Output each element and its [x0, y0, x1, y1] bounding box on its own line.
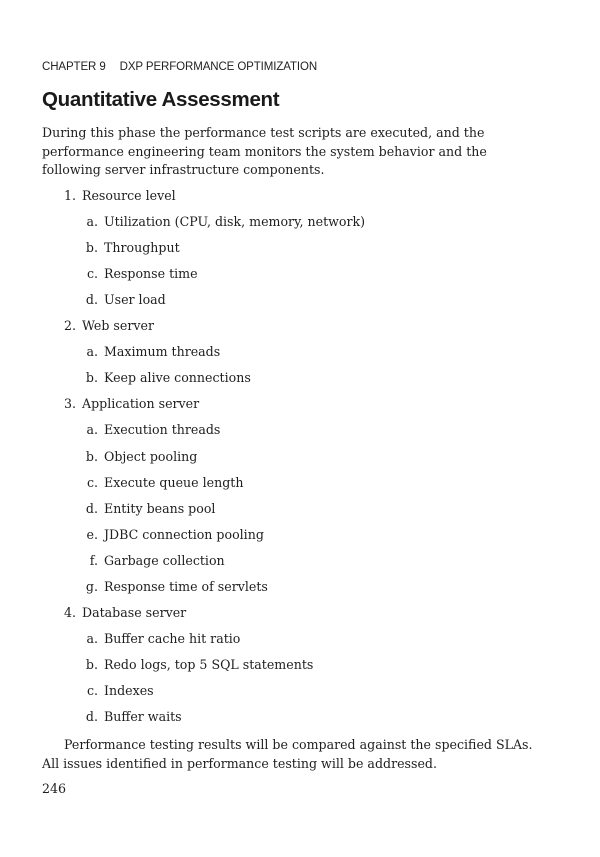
sub-list-marker: d.: [85, 709, 98, 724]
list-marker: 2.: [63, 318, 76, 334]
sub-list-item-label: Keep alive connections: [104, 370, 251, 386]
list-item-label: Web server: [82, 318, 154, 334]
list-item: [60, 395, 199, 413]
sub-list-item-label: Utilization (CPU, disk, memory, network): [104, 214, 366, 230]
sub-list-item: [82, 500, 215, 518]
sub-list-item: [82, 578, 268, 596]
sub-list-item-label: Execution threads: [104, 422, 221, 438]
sub-list-item: [82, 291, 166, 309]
sub-list-marker: c.: [86, 266, 98, 282]
sub-list-item-label: Buffer waits: [104, 709, 182, 724]
sub-list-marker: a.: [86, 344, 98, 360]
sub-list-item-label: Entity beans pool: [104, 500, 216, 516]
sub-list-marker: b.: [85, 656, 98, 672]
chapter-title: DXP PERFORMANCE OPTIMIZATION: [119, 61, 318, 73]
sub-list-item: [82, 239, 180, 257]
list-item-label: Database server: [82, 604, 187, 620]
sub-list-item: [82, 369, 251, 387]
intro-paragraph: During this phase the performance test scripts are executed, and the performance engineering team monitors the system behavior and the following server infrastructure components.: [42, 125, 487, 177]
sub-list-marker: g.: [85, 578, 98, 594]
sub-list-marker: d.: [85, 292, 98, 308]
sub-list-item: [82, 552, 225, 570]
sub-list-marker: a.: [86, 422, 98, 438]
chapter-label: CHAPTER 9: [42, 61, 106, 73]
list-item-label: Application server: [82, 396, 200, 412]
sub-list-marker: d.: [85, 500, 98, 516]
sub-list-item-label: Response time of servlets: [104, 578, 268, 594]
sub-list-marker: c.: [86, 474, 98, 490]
sub-list-marker: e.: [86, 526, 98, 542]
sub-list-item: [82, 213, 365, 231]
sub-list-item-label: Maximum threads: [104, 344, 221, 360]
sub-list-item: [82, 474, 243, 492]
sub-list-item: [82, 265, 198, 283]
closing-paragraph: Performance testing results will be compared against the specified SLAs. All issues identified in performance testing will be addressed.: [42, 737, 533, 771]
sub-list-item-label: Response time: [104, 266, 198, 282]
sub-list-item-label: Execute queue length: [104, 474, 244, 490]
sub-list-item: [82, 448, 197, 466]
sub-list-marker: a.: [86, 630, 98, 646]
list-item: [60, 604, 186, 622]
sub-list-item: [82, 708, 182, 726]
sub-list-item-label: JDBC connection pooling: [104, 526, 264, 542]
section-title: Quantitative Assessment: [42, 88, 280, 111]
sub-list-item-label: Object pooling: [104, 448, 198, 464]
running-header: [42, 61, 317, 73]
sub-list-item-label: User load: [104, 292, 166, 308]
sub-list-item: [82, 656, 313, 674]
sub-list-item-label: Throughput: [104, 240, 180, 256]
sub-list-marker: c.: [86, 682, 98, 698]
sub-list-item-label: Redo logs, top 5 SQL statements: [104, 656, 314, 672]
sub-list-item: [82, 682, 154, 700]
sub-list-item: [82, 526, 264, 544]
sub-list-item-label: Buffer cache hit ratio: [104, 630, 241, 646]
page-number: 246: [42, 781, 67, 796]
sub-list-marker: f.: [89, 552, 98, 568]
sub-list-item: [82, 630, 240, 648]
list-item: [60, 187, 176, 205]
list-marker: 3.: [63, 396, 76, 412]
list-item-label: Resource level: [82, 188, 176, 203]
list-marker: 4.: [63, 604, 76, 620]
sub-list-marker: a.: [86, 214, 98, 230]
sub-list-item: [82, 421, 220, 439]
sub-list-item: [82, 343, 220, 361]
list-marker: 1.: [63, 188, 76, 203]
sub-list-marker: b.: [85, 448, 98, 464]
list-item: [60, 317, 154, 335]
sub-list-item-label: Indexes: [104, 682, 154, 698]
sub-list-marker: b.: [85, 370, 98, 386]
sub-list-item-label: Garbage collection: [104, 552, 225, 568]
sub-list-marker: b.: [85, 240, 98, 256]
